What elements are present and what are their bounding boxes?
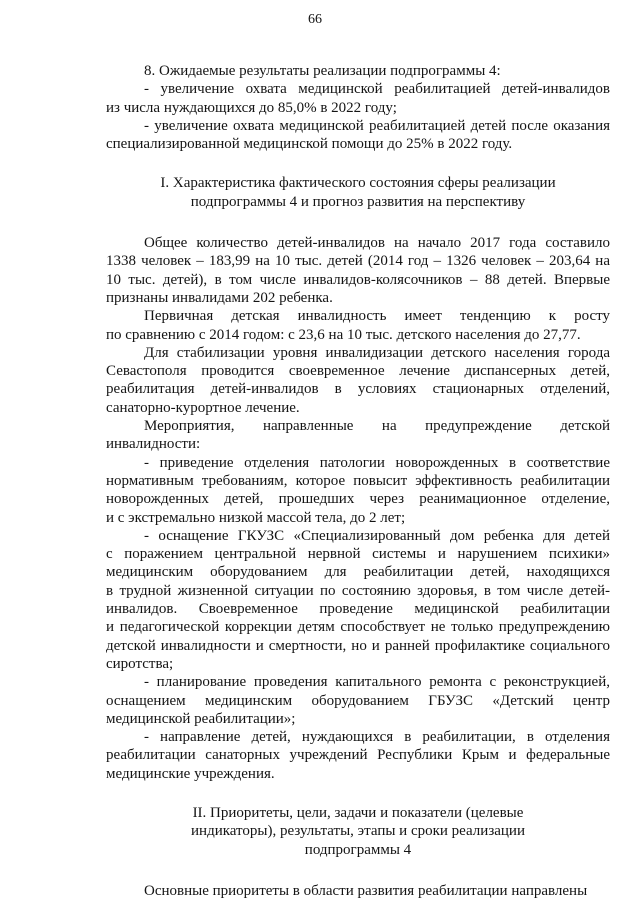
text-line: и педагогической коррекции детям способствует не только предупреждению xyxy=(106,619,610,636)
paragraph xyxy=(106,673,610,728)
heading-line: II. Приоритеты, цели, задачи и показатели (целевые xyxy=(192,804,524,821)
text-line: - увеличение охвата медицинской реабилитацией детей после оказания xyxy=(144,117,610,134)
text-line: новорожденных детей, прошедших через реанимационное отделение, xyxy=(106,491,610,508)
spacer xyxy=(106,211,610,234)
text-line: медицинские учреждения. xyxy=(106,765,275,782)
text-line: 1338 человек – 183,99 на 10 тыс. детей (2014 год – 1326 человек – 203,64 на xyxy=(106,253,610,270)
text-line: реабилитация детей-инвалидов в условиях стационарных отделений, xyxy=(106,381,610,398)
text-line: - увеличение охвата медицинской реабилитацией детей-инвалидов xyxy=(144,81,610,98)
heading-line: индикаторы), результаты, этапы и сроки реализации xyxy=(191,823,525,840)
text-line: медицинской реабилитации»; xyxy=(106,710,296,727)
paragraph xyxy=(106,527,610,673)
spacer xyxy=(106,859,610,882)
text-line: санаторно-курортное лечение. xyxy=(106,399,300,416)
text-line: оснащением медицинским оборудованием ГБУЗС «Детский центр xyxy=(106,692,610,709)
paragraph xyxy=(106,344,610,417)
heading-line: подпрограммы 4 и прогноз развития на перспективу xyxy=(190,193,526,210)
text-line: - приведение отделения патологии новорожденных в соответствие xyxy=(144,454,610,471)
paragraph xyxy=(106,62,610,80)
spacer xyxy=(106,783,610,804)
text-line: с поражением центральной нервной системы и нарушением психики» xyxy=(106,546,610,563)
spacer xyxy=(106,153,610,174)
text-line: - планирование проведения капитального ремонта с реконструкцией, xyxy=(144,674,610,691)
paragraph xyxy=(106,454,610,527)
text-line: инвалидов. Своевременное проведение медицинской реабилитации xyxy=(106,601,610,618)
text-line: Для стабилизации уровня инвалидизации детского населения города xyxy=(144,344,610,361)
text-line: специализированной медицинской помощи до 25% в 2022 году. xyxy=(106,136,513,153)
text-line: сиротства; xyxy=(106,655,174,672)
text-line: 10 тыс. детей), в том числе инвалидов-колясочников – 88 детей. Впервые xyxy=(106,271,610,288)
text-line: детской инвалидности и смертности, но и ранней профилактике социального xyxy=(106,637,610,654)
page-number: 66 xyxy=(308,12,322,27)
paragraph xyxy=(106,80,610,117)
text-line: - оснащение ГКУЗС «Специализированный дом ребенка для детей xyxy=(144,527,610,544)
heading-line: подпрограммы 4 xyxy=(304,841,412,858)
paragraph xyxy=(106,417,610,454)
section-heading xyxy=(106,174,610,211)
text-line: нормативным требованиям, которое повысит эффективность реабилитации xyxy=(106,472,610,489)
text-line: - направление детей, нуждающихся в реабилитации, в отделения xyxy=(144,729,610,746)
text-line: инвалидности: xyxy=(106,436,201,453)
text-line: Мероприятия, направленные на предупреждение детской xyxy=(144,418,610,435)
text-line: реабилитации санаторных учреждений Республики Крым и федеральные xyxy=(106,747,610,764)
paragraph xyxy=(106,234,610,307)
text-line: признаны инвалидами 202 ребенка. xyxy=(106,289,333,306)
text-line: Общее количество детей-инвалидов на начало 2017 года составило xyxy=(144,235,610,252)
text-line: 8. Ожидаемые результаты реализации подпрограммы 4: xyxy=(144,63,501,79)
text-line: в трудной жизненной ситуации по состоянию здоровья, в том числе детей- xyxy=(106,582,610,599)
paragraph xyxy=(106,307,610,344)
document-body xyxy=(106,62,610,900)
section-heading xyxy=(106,804,610,859)
text-line: Первичная детская инвалидность имеет тенденцию к росту xyxy=(144,308,610,325)
text-line: из числа нуждающихся до 85,0% в 2022 году; xyxy=(106,99,397,116)
paragraph xyxy=(106,117,610,154)
paragraph xyxy=(106,728,610,783)
text-line: Основные приоритеты в области развития реабилитации направлены xyxy=(144,882,588,899)
heading-line: I. Характеристика фактического состояния сферы реализации xyxy=(160,175,556,192)
text-line: и с экстремально низкой массой тела, до 2 лет; xyxy=(106,509,406,526)
paragraph xyxy=(106,882,610,900)
text-line: по сравнению с 2014 годом: с 23,6 на 10 тыс. детского населения до 27,77. xyxy=(106,326,581,343)
text-line: медицинским оборудованием для реабилитации детей, находящихся xyxy=(106,564,610,581)
text-line: Севастополя проводится своевременное лечение диспансерных детей, xyxy=(106,363,610,380)
